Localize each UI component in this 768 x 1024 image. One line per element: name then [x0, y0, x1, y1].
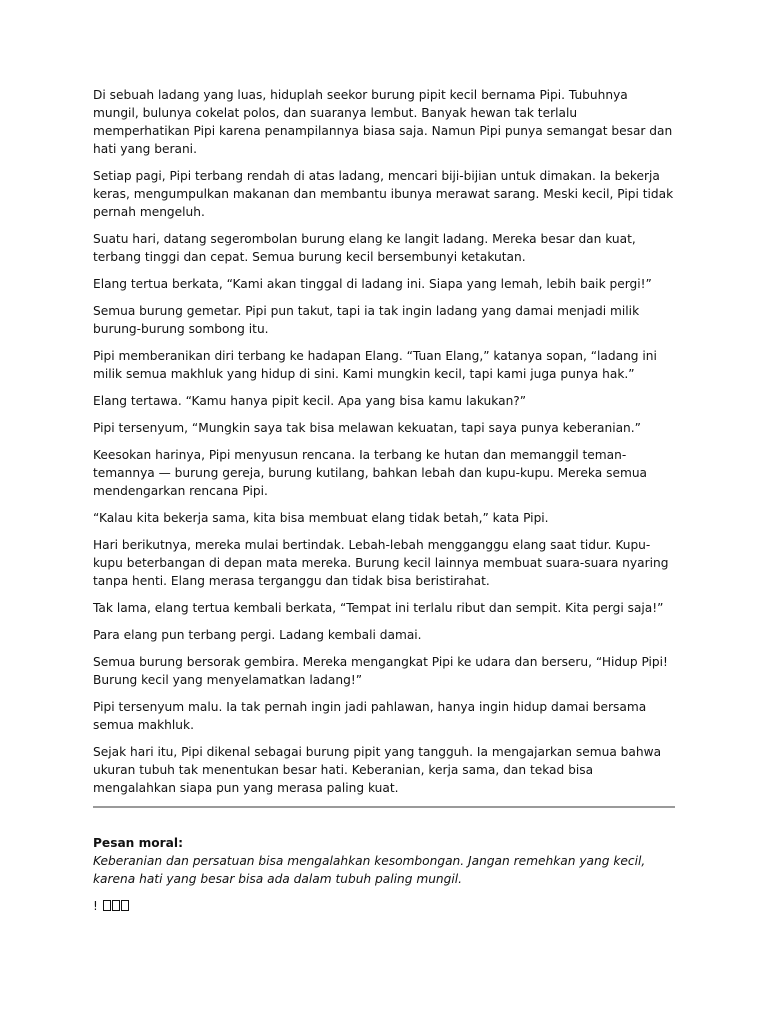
- missing-glyph-icon: [121, 900, 129, 911]
- horizontal-divider: [93, 806, 675, 808]
- closing-line: [93, 897, 675, 915]
- story-paragraph-3: Suatu hari, datang segerombolan burung elang ke langit ladang. Mereka besar dan kuat, terbang tinggi dan cepat. Semua burung kecil bersembunyi ketakutan.: [93, 232, 636, 264]
- story-paragraph-8: Pipi tersenyum, “Mungkin saya tak bisa melawan kekuatan, tapi saya punya keberanian.”: [93, 421, 641, 435]
- closing-text: !: [93, 899, 98, 913]
- missing-glyph-icon: [103, 900, 111, 911]
- story-paragraph-1: Di sebuah ladang yang luas, hiduplah seekor burung pipit kecil bernama Pipi. Tubuhnya mungil, bulunya cokelat polos, dan suaranya lembut. Banyak hewan tak terlalu memperhatikan Pipi karena penampilannya biasa saja. Namun Pipi punya semangat besar dan hati yang berani.: [93, 88, 673, 156]
- moral-text: Keberanian dan persatuan bisa mengalahkan kesombongan. Jangan remehkan yang kecil, karena hati yang besar bisa ada dalam tubuh paling mungil.: [93, 854, 646, 886]
- moral-heading: Pesan moral:: [93, 836, 183, 850]
- story-paragraph-6: Pipi memberanikan diri terbang ke hadapan Elang. “Tuan Elang,” katanya sopan, “ladang ini milik semua makhluk yang hidup di sini. Kami mungkin kecil, tapi kami juga punya hak.”: [93, 349, 657, 381]
- story-paragraph-13: Para elang pun terbang pergi. Ladang kembali damai.: [93, 628, 422, 642]
- story-body: [93, 86, 675, 797]
- moral-section: [93, 834, 675, 888]
- story-paragraph-5: Semua burung gemetar. Pipi pun takut, tapi ia tak ingin ladang yang damai menjadi milik burung-burung sombong itu.: [93, 304, 640, 336]
- story-paragraph-14: Semua burung bersorak gembira. Mereka mengangkat Pipi ke udara dan berseru, “Hidup Pipi! Burung kecil yang menyelamatkan ladang!”: [93, 655, 668, 687]
- story-paragraph-11: Hari berikutnya, mereka mulai bertindak. Lebah-lebah mengganggu elang saat tidur. Kupu-kupu beterbangan di depan mata mereka. Burung kecil lainnya membuat suara-suara nyaring tanpa henti. Elang merasa terganggu dan tidak bisa beristirahat.: [93, 538, 669, 588]
- missing-glyph-icon: [112, 900, 120, 911]
- story-paragraph-10: “Kalau kita bekerja sama, kita bisa membuat elang tidak betah,” kata Pipi.: [93, 511, 549, 525]
- document-page: [93, 86, 675, 915]
- story-paragraph-2: Setiap pagi, Pipi terbang rendah di atas ladang, mencari biji-bijian untuk dimakan. Ia bekerja keras, mengumpulkan makanan dan membantu ibunya merawat sarang. Meski kecil, Pipi tidak pernah mengeluh.: [93, 169, 674, 219]
- story-paragraph-16: Sejak hari itu, Pipi dikenal sebagai burung pipit yang tangguh. Ia mengajarkan semua bahwa ukuran tubuh tak menentukan besar hati. Keberanian, kerja sama, dan tekad bisa mengalahkan siapa pun yang merasa paling kuat.: [93, 745, 662, 795]
- story-paragraph-7: Elang tertawa. “Kamu hanya pipit kecil. Apa yang bisa kamu lakukan?”: [93, 394, 527, 408]
- story-paragraph-15: Pipi tersenyum malu. Ia tak pernah ingin jadi pahlawan, hanya ingin hidup damai bersama semua makhluk.: [93, 700, 647, 732]
- story-paragraph-9: Keesokan harinya, Pipi menyusun rencana. Ia terbang ke hutan dan memanggil teman-temannya — burung gereja, burung kutilang, bahkan lebah dan kupu-kupu. Mereka semua mendengarkan rencana Pipi.: [93, 448, 648, 498]
- story-paragraph-12: Tak lama, elang tertua kembali berkata, “Tempat ini terlalu ribut dan sempit. Kita pergi saja!”: [93, 601, 664, 615]
- story-paragraph-4: Elang tertua berkata, “Kami akan tinggal di ladang ini. Siapa yang lemah, lebih baik pergi!”: [93, 277, 652, 291]
